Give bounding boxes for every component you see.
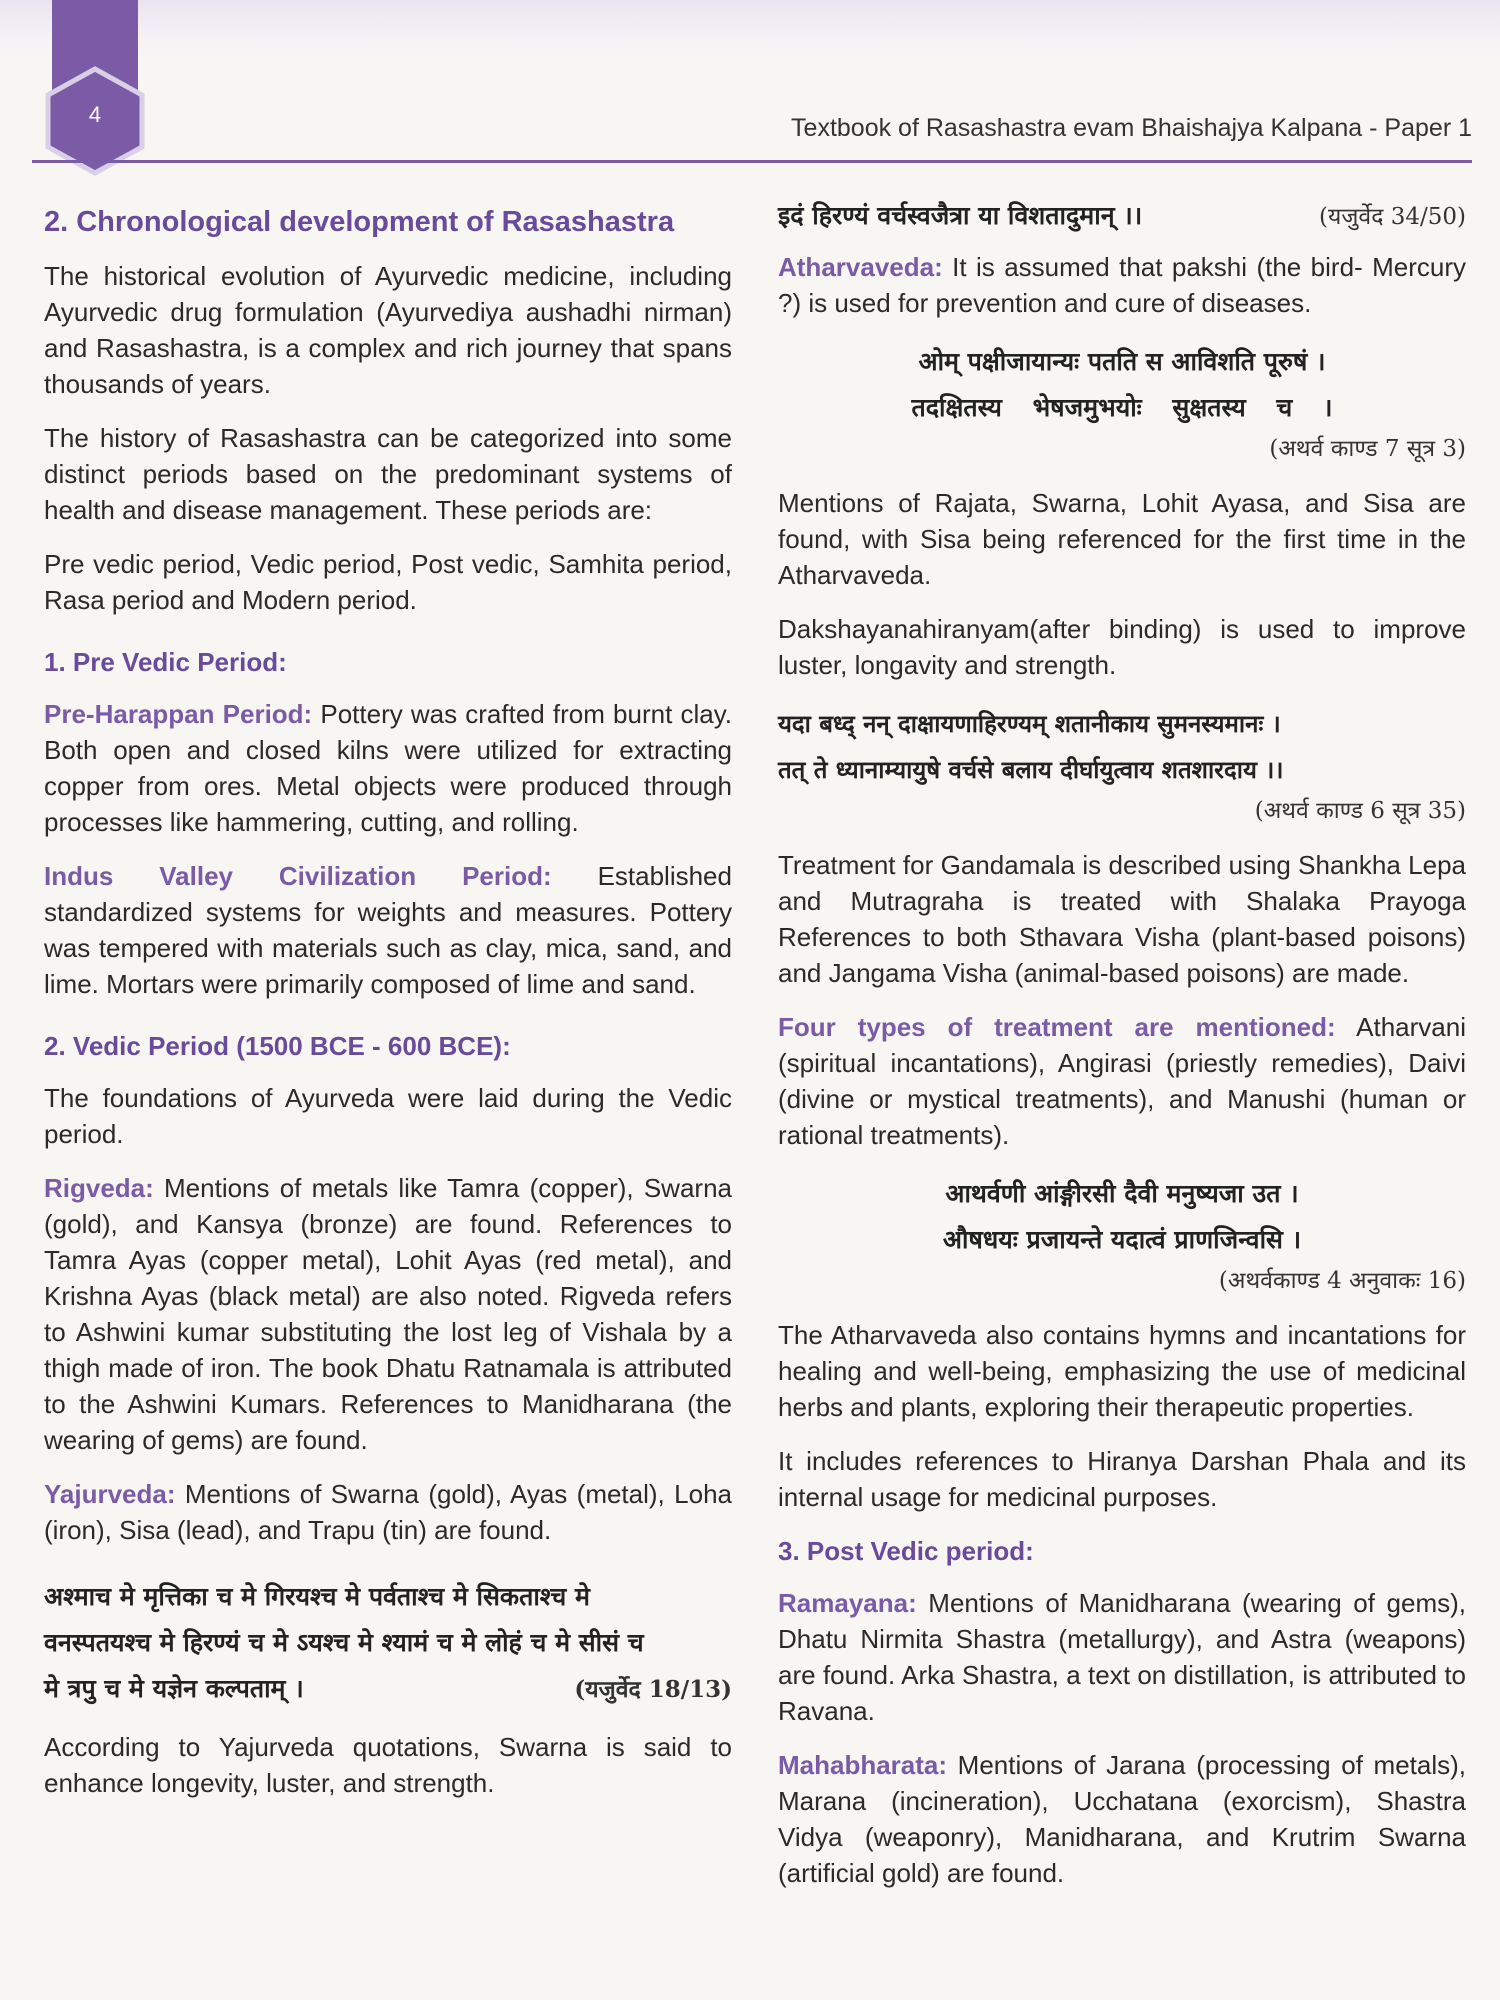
label-indus-valley: Indus Valley Civilization Period:	[44, 861, 552, 891]
verse-line-row	[44, 1666, 732, 1713]
text: Mentions of Jarana (processing of metals), Marana (incineration), Ucchatana (exorcism), Shastra Vidya (weaponry), Manidharana, and Krutrim Swarna (artificial gold) are found.	[778, 1750, 1466, 1888]
verse-line: तत् ते ध्यानाम्यायुषे वर्चसे बलाय दीर्घायुत्वाय शतशारदाय ।।	[778, 755, 1284, 784]
paragraph	[778, 1009, 1466, 1153]
label-pre-harappan: Pre-Harappan Period:	[44, 699, 313, 729]
label-mahabharata: Mahabharata:	[778, 1750, 948, 1780]
paragraph: The historical evolution of Ayurvedic medicine, including Ayurvedic drug formulation (Ayurvediya aushadhi nirman) and Rasashastra, is a complex and rich journey that spans thousands of years.	[44, 261, 732, 399]
verse-line: वनस्पतयश्च मे हिरण्यं च मे ऽयश्च मे श्यामं च मे लोहं च मे सीसं च	[44, 1628, 644, 1657]
verse-line-row	[778, 198, 1466, 235]
verse-line: औषधयः प्रजायन्ते यदात्वं प्राणजिन्वसि ।	[942, 1225, 1302, 1254]
paragraph: Treatment for Gandamala is described using Shankha Lepa and Mutragraha is treated with Shalaka Prayoga References to both Sthavara Visha (plant-based poisons) and Jangama Visha (animal-based poisons) are made.	[778, 850, 1466, 988]
paragraph	[44, 1476, 732, 1548]
paragraph: Pre vedic period, Vedic period, Post vedic, Samhita period, Rasa period and Modern period.	[44, 549, 732, 615]
paragraph	[778, 249, 1466, 321]
subheading-post-vedic: 3. Post Vedic period:	[778, 1536, 1034, 1566]
header-band	[0, 0, 1500, 60]
verse-reference: (अथर्व काण्ड 6 सूत्र 35)	[1254, 798, 1466, 824]
verse-line: मे त्रपु च मे यज्ञेन कल्पताम् ।	[44, 1674, 304, 1703]
right-column	[778, 198, 1466, 1909]
subheading-vedic: 2. Vedic Period (1500 BCE - 600 BCE):	[44, 1031, 511, 1061]
text: It is assumed that pakshi (the bird- Mercury ?) is used for prevention and cure of diseases.	[778, 252, 1466, 318]
label-atharvaveda: Atharvaveda:	[778, 252, 943, 282]
left-column	[44, 198, 732, 1819]
verse-reference: (यजुर्वेद 18/13)	[574, 1676, 732, 1703]
paragraph: Mentions of Rajata, Swarna, Lohit Ayasa, and Sisa are found, with Sisa being referenced for the first time in the Atharvaveda.	[778, 488, 1466, 590]
label-four-types: Four types of treatment are mentioned:	[778, 1012, 1336, 1042]
verse-line: ओम् पक्षीजायान्यः पतति स आविशति पूरुषं ।	[918, 347, 1326, 376]
page-number: 4	[88, 102, 102, 127]
paragraph	[44, 858, 732, 1002]
paragraph: The history of Rasashastra can be categorized into some distinct periods based on the predominant systems of health and disease management. These periods are:	[44, 423, 732, 525]
verse-line: अश्माच मे मृत्तिका च मे गिरयश्च मे पर्वताश्च मे सिकताश्च मे	[44, 1582, 590, 1611]
text: Atharvani (spiritual incantations), Angirasi (priestly remedies), Daivi (divine or mystical treatments), and Manushi (human or rational treatments).	[778, 1012, 1466, 1150]
paragraph: Dakshayanahiranyam(after binding) is used to improve luster, longavity and strength.	[778, 614, 1466, 680]
sanskrit-verse	[44, 1574, 732, 1713]
verse-line: तदक्षितस्य भेषजमुभयोः सुक्षतस्य च ।	[911, 393, 1333, 422]
text: Mentions of Manidharana (wearing of gems), Dhatu Nirmita Shastra (metallurgy), and Astra (weapons) are found. Arka Shastra, a text on distillation, is attributed to Ravana.	[778, 1588, 1466, 1726]
book-title: Textbook of Rasashastra evam Bhaishajya Kalpana - Paper 1	[791, 114, 1472, 142]
header-divider	[32, 160, 1472, 163]
verse-line: आथर्वणी आंङ्गीरसी दैवी मनुष्यजा उत ।	[945, 1179, 1299, 1208]
verse-line: यदा बध्द् नन् दाक्षायणाहिरण्यम् शतानीकाय सुमनस्यमानः ।	[778, 709, 1281, 738]
verse-reference: (अथर्व काण्ड 7 सूत्र 3)	[1269, 436, 1466, 462]
text: Established standardized systems for weights and measures. Pottery was tempered with materials such as clay, mica, sand, and lime. Mortars were primarily composed of lime and sand.	[44, 861, 732, 999]
section-title: 2. Chronological development of Rasashastra	[44, 206, 675, 238]
label-rigveda: Rigveda:	[44, 1173, 154, 1203]
paragraph	[778, 1747, 1466, 1891]
subheading-pre-vedic: 1. Pre Vedic Period:	[44, 647, 287, 677]
text: Mentions of metals like Tamra (copper), Swarna (gold), and Kansya (bronze) are found. References to Tamra Ayas (copper metal), Lohit Ayas (red metal), and Krishna Ayas (black metal) are also noted. Rigveda refers to Ashwini kumar substituting the lost leg of Vishala by a thigh made of iron. The book Dhatu Ratnamala is attributed to the Ashwini Kumars. References to Manidharana (the wearing of gems) are found.	[44, 1173, 732, 1455]
paragraph	[778, 1585, 1466, 1729]
paragraph: The Atharvaveda also contains hymns and incantations for healing and well-being, emphasizing the use of medicinal herbs and plants, exploring their therapeutic properties.	[778, 1320, 1466, 1422]
text: Mentions of Swarna (gold), Ayas (metal), Loha (iron), Sisa (lead), and Trapu (tin) are found.	[44, 1479, 732, 1545]
verse-reference: (अथर्वकाण्ड 4 अनुवाकः 16)	[1218, 1268, 1466, 1294]
paragraph	[44, 696, 732, 840]
label-ramayana: Ramayana:	[778, 1588, 917, 1618]
paragraph: It includes references to Hiranya Darshan Phala and its internal usage for medicinal purposes.	[778, 1446, 1466, 1512]
label-yajurveda: Yajurveda:	[44, 1479, 176, 1509]
text: Pottery was crafted from burnt clay. Both open and closed kilns were utilized for extracting copper from ores. Metal objects were produced through processes like hammering, cutting, and rolling.	[44, 699, 732, 837]
verse-reference: (यजुर्वेद 34/50)	[1319, 204, 1466, 230]
paragraph	[44, 1170, 732, 1458]
paragraph: According to Yajurveda quotations, Swarna is said to enhance longevity, luster, and strength.	[44, 1732, 732, 1798]
paragraph: The foundations of Ayurveda were laid during the Vedic period.	[44, 1083, 732, 1149]
verse-line: इदं हिरण्यं वर्चस्वजैत्रा या विशतादुमान् ।।	[778, 201, 1143, 230]
